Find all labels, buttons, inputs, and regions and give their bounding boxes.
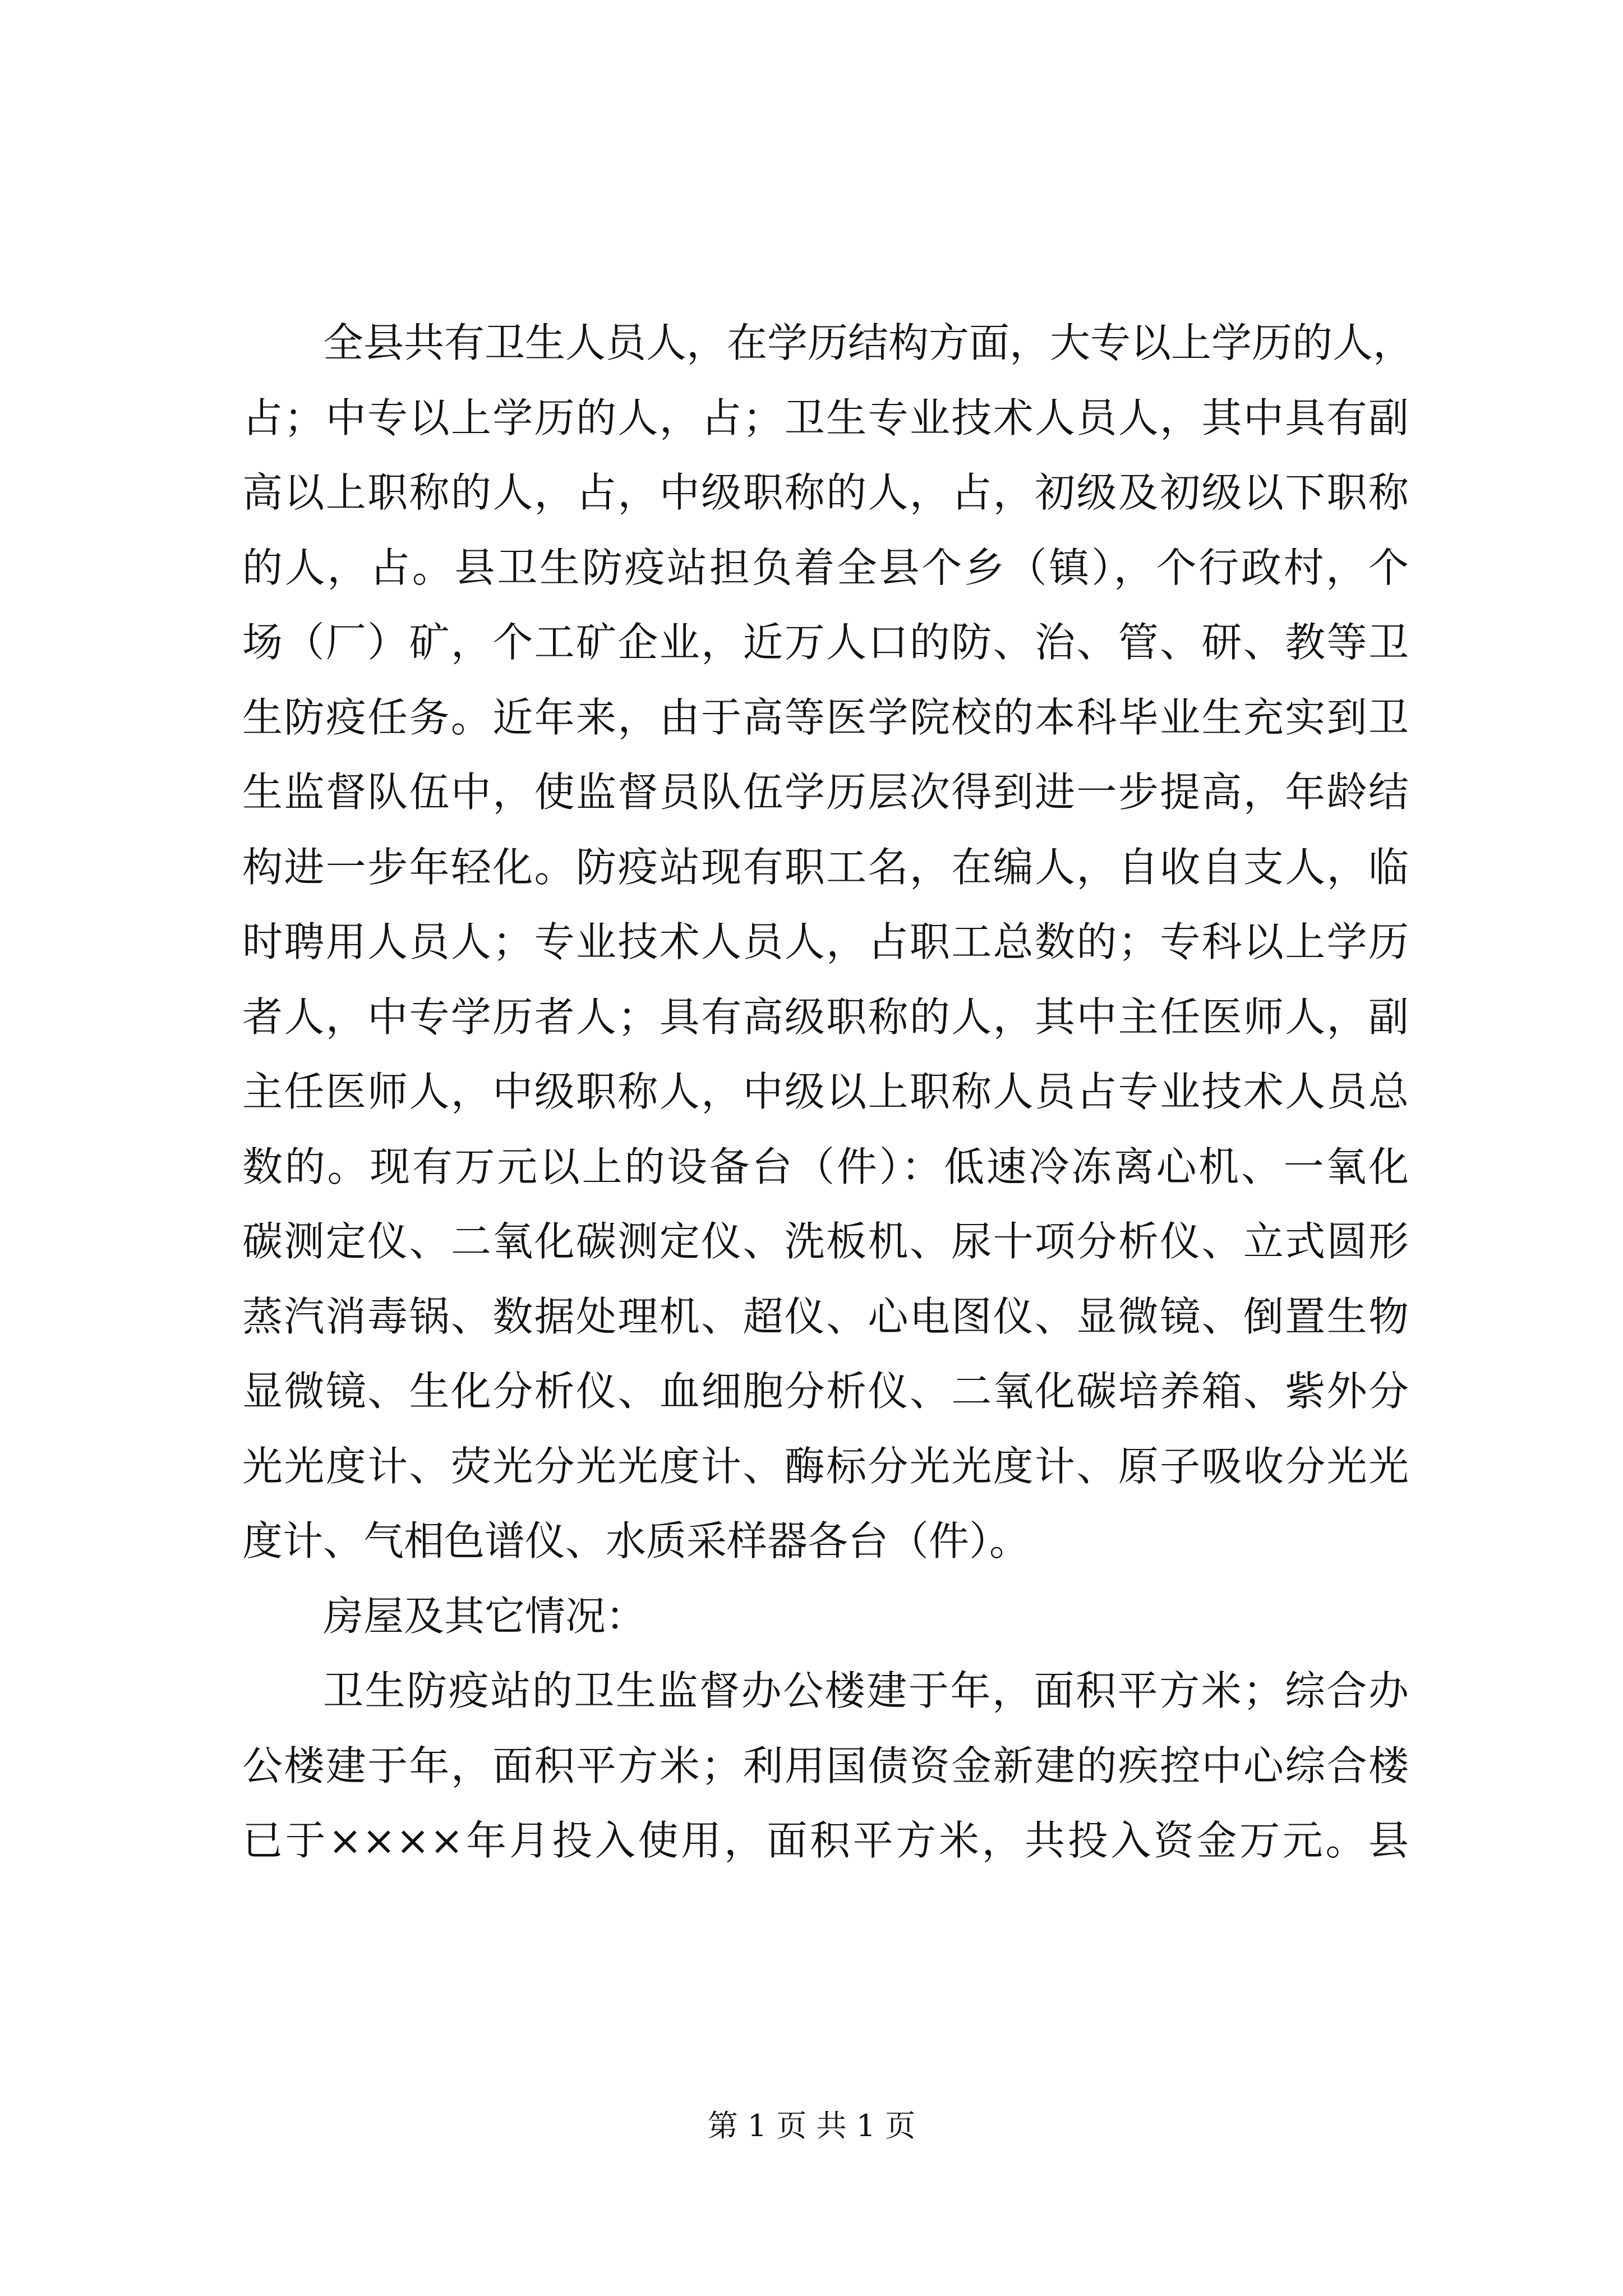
paragraph-line: 者人，中专学历者人；具有高级职称的人，其中主任医师人，副 [242, 993, 1409, 1041]
paragraph-line: 显微镜、生化分析仪、血细胞分析仪、二氧化碳培养箱、紫外分 [242, 1368, 1409, 1415]
paragraph-line: 光光度计、荧光分光光度计、酶标分光光度计、原子吸收分光光 [242, 1442, 1409, 1490]
paragraph-line: 生防疫任务。近年来，由于高等医学院校的本科毕业生充实到卫 [242, 693, 1409, 741]
paragraph-line: 场（厂）矿，个工矿企业，近万人口的防、治、管、研、教等卫 [242, 619, 1409, 666]
paragraph-line: 生监督队伍中，使监督员队伍学历层次得到进一步提高，年龄结 [242, 769, 1409, 816]
paragraph-line: 全县共有卫生人员人，在学历结构方面，大专以上学历的人， [323, 319, 1414, 366]
document-body [242, 306, 1414, 1879]
paragraph-line: 卫生防疫站的卫生监督办公楼建于年，面积平方米；综合办 [323, 1667, 1409, 1714]
paragraph-line: 公楼建于年，面积平方米；利用国债资金新建的疾控中心综合楼 [242, 1742, 1409, 1789]
paragraph-line: 的人，占。县卫生防疫站担负着全县个乡（镇），个行政村，个 [242, 544, 1409, 591]
paragraph-line: 时聘用人员人；专业技术人员人，占职工总数的；专科以上学历 [242, 918, 1409, 965]
paragraph-line: 碳测定仪、二氧化碳测定仪、洗板机、尿十项分析仪、立式圆形 [242, 1218, 1409, 1265]
paragraph-line: 数的。现有万元以上的设备台（件）：低速冷冻离心机、一氧化 [242, 1143, 1409, 1190]
section-heading: 房屋及其它情况： [323, 1592, 647, 1640]
paragraph-line: 蒸汽消毒锅、数据处理机、超仪、心电图仪、显微镜、倒置生物 [242, 1292, 1409, 1340]
paragraph-line: 已于××××年月投入使用，面积平方米，共投入资金万元。县 [242, 1817, 1409, 1864]
paragraph-line: 主任医师人，中级职称人，中级以上职称人员占专业技术人员总 [242, 1068, 1409, 1115]
paragraph-line: 占；中专以上学历的人，占；卫生专业技术人员人，其中具有副 [242, 394, 1409, 441]
page-footer: 第 1 页 共 1 页 [707, 2108, 916, 2143]
paragraph-line: 度计、气相色谱仪、水质采样器各台（件）。 [242, 1517, 1030, 1565]
paragraph-line: 高以上职称的人，占，中级职称的人，占，初级及初级以下职称 [242, 469, 1409, 516]
paragraph-line: 构进一步年轻化。防疫站现有职工名，在编人，自收自支人，临 [242, 843, 1409, 891]
